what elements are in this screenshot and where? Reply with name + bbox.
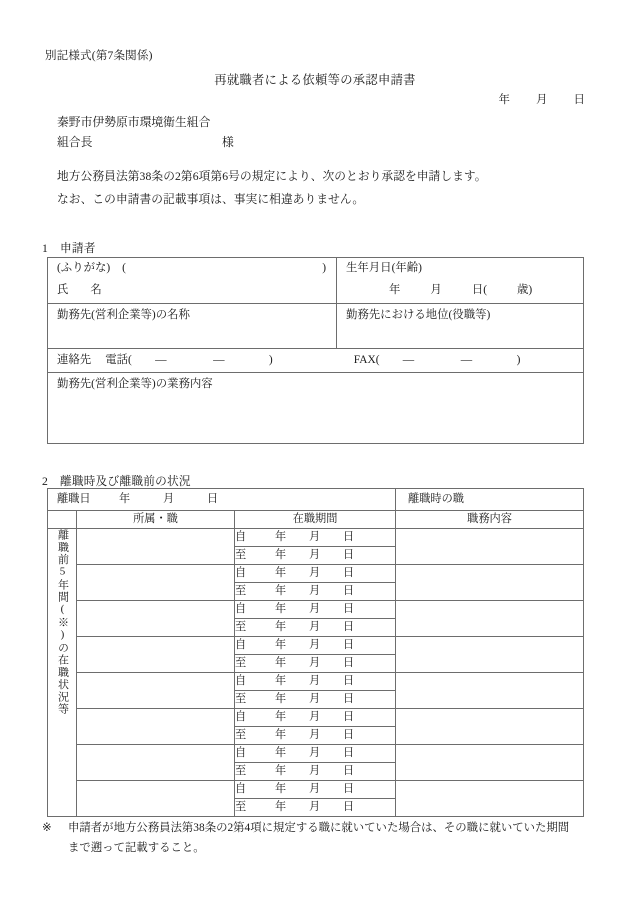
separation-date-label: 離職日 <box>57 493 91 505</box>
period-day-label: 日 <box>343 692 355 705</box>
period-to-label: 至 <box>235 800 247 813</box>
phone-paren-close: ) <box>268 354 273 367</box>
applicant-table <box>47 257 584 444</box>
period-month-label: 月 <box>309 710 321 723</box>
period-month-label: 月 <box>309 764 321 777</box>
duties-input-cell[interactable] <box>396 672 584 708</box>
period-year-label: 年 <box>275 728 287 741</box>
birth-day-label: 日( <box>471 284 487 297</box>
period-month-label: 月 <box>309 656 321 669</box>
addressee-role: 組合長 <box>57 135 93 149</box>
period-from-label: 自 <box>235 746 247 759</box>
section-2-number: 2 <box>42 475 49 488</box>
column-header-duties: 職務内容 <box>396 510 584 528</box>
name-label-part-1: 氏 <box>57 284 69 297</box>
table-row <box>48 373 584 444</box>
section-1-title: 申請者 <box>60 242 96 255</box>
period-day-label: 日 <box>343 764 355 777</box>
period-month-label: 月 <box>309 566 321 579</box>
table-row <box>48 528 584 546</box>
period-year-label: 年 <box>275 692 287 705</box>
business-content-cell[interactable] <box>48 373 584 444</box>
period-day-label: 日 <box>343 638 355 651</box>
date-month-label: 月 <box>536 94 548 106</box>
period-year-label: 年 <box>275 548 287 561</box>
column-header-period: 在職期間 <box>235 510 396 528</box>
intro-line-1: 地方公務員法第38条の2第6項第6号の規定により、次のとおり承認を申請します。 <box>57 170 487 183</box>
period-day-label: 日 <box>343 782 355 795</box>
vertical-label-spacer <box>48 510 77 528</box>
separation-job-cell[interactable] <box>396 489 584 511</box>
table-row <box>48 349 584 373</box>
period-year-label: 年 <box>275 584 287 597</box>
footnote <box>42 819 592 859</box>
phone-dash-1: — <box>155 354 167 367</box>
affiliation-input-cell[interactable] <box>77 708 235 744</box>
period-year-label: 年 <box>275 566 287 579</box>
separation-date-cell[interactable] <box>48 489 396 511</box>
footnote-line-2: まで遡って記載すること。 <box>68 841 205 854</box>
table-row <box>48 600 584 618</box>
period-from-label: 自 <box>235 566 247 579</box>
affiliation-input-cell[interactable] <box>77 744 235 780</box>
furigana-paren-open: ( <box>122 262 126 274</box>
period-year-label: 年 <box>275 674 287 687</box>
period-month-label: 月 <box>309 746 321 759</box>
addressee-honorific: 様 <box>222 135 234 149</box>
business-content-label: 勤務先(営利企業等)の業務内容 <box>57 378 213 391</box>
table-row <box>48 564 584 582</box>
affiliation-input-cell[interactable] <box>77 564 235 600</box>
period-to-label: 至 <box>235 620 247 633</box>
period-to-cell[interactable] <box>235 582 396 600</box>
affiliation-input-cell[interactable] <box>77 528 235 564</box>
period-month-label: 月 <box>309 692 321 705</box>
period-to-cell[interactable] <box>235 798 396 816</box>
fax-dash-1: — <box>402 354 415 367</box>
form-code-label: 別記様式(第7条関係) <box>45 50 153 62</box>
period-to-label: 至 <box>235 548 247 561</box>
period-day-label: 日 <box>343 620 355 633</box>
contact-cell[interactable] <box>48 349 584 373</box>
phone-label: 電話( <box>105 354 132 367</box>
period-from-cell[interactable] <box>235 744 396 762</box>
table-row <box>48 708 584 726</box>
section-2-title: 離職時及び離職前の状況 <box>60 475 191 488</box>
period-year-label: 年 <box>275 782 287 795</box>
birth-year-label: 年 <box>389 284 401 297</box>
period-to-cell[interactable] <box>235 546 396 564</box>
period-day-label: 日 <box>343 548 355 561</box>
period-year-label: 年 <box>275 620 287 633</box>
addressee-organization: 秦野市伊勢原市環境衛生組合 <box>57 115 211 129</box>
birthdate-label-cell <box>337 258 584 280</box>
table-row <box>48 279 584 304</box>
name-label-part-2: 名 <box>90 284 102 297</box>
section-1-number: 1 <box>42 242 49 255</box>
duties-input-cell[interactable] <box>396 600 584 636</box>
period-month-label: 月 <box>309 584 321 597</box>
table-header-row <box>48 510 584 528</box>
table-row <box>48 636 584 654</box>
separation-year-label: 年 <box>119 493 131 505</box>
employer-name-cell[interactable] <box>48 304 337 349</box>
footnote-text-1: 申請者が地方公務員法第38条の2第4項に規定する職に就いていた場合は、その職に就いていた期間 <box>68 822 570 834</box>
period-to-label: 至 <box>235 584 247 597</box>
affiliation-input-cell[interactable] <box>77 780 235 816</box>
fax-label: FAX( <box>353 354 380 367</box>
period-day-label: 日 <box>343 566 355 579</box>
phone-dash-2: — <box>213 354 225 367</box>
period-month-label: 月 <box>309 548 321 561</box>
affiliation-input-cell[interactable] <box>77 600 235 636</box>
employer-name-label: 勤務先(営利企業等)の名称 <box>57 309 190 322</box>
period-day-label: 日 <box>343 602 355 615</box>
period-day-label: 日 <box>343 800 355 813</box>
vertical-section-label: 離職前5年間(※)の在職状況等 <box>56 528 69 715</box>
period-year-label: 年 <box>275 746 287 759</box>
duties-input-cell[interactable] <box>396 636 584 672</box>
table-row <box>48 304 584 349</box>
footnote-line-1 <box>42 819 592 839</box>
period-to-label: 至 <box>235 728 247 741</box>
period-year-label: 年 <box>275 710 287 723</box>
period-day-label: 日 <box>343 584 355 597</box>
period-from-label: 自 <box>235 602 247 615</box>
period-from-label: 自 <box>235 710 247 723</box>
submission-date-line <box>499 92 586 109</box>
affiliation-input-cell[interactable] <box>77 672 235 708</box>
period-to-cell[interactable] <box>235 654 396 672</box>
footnote-mark: ※ <box>42 822 52 834</box>
table-row <box>48 672 584 690</box>
birthdate-label: 生年月日(年齢) <box>346 262 422 274</box>
furigana-paren-close: ) <box>322 262 326 274</box>
period-year-label: 年 <box>275 638 287 651</box>
period-month-label: 月 <box>309 728 321 741</box>
column-header-affiliation: 所属・職 <box>77 510 235 528</box>
separation-status-table <box>47 488 584 817</box>
date-day-label: 日 <box>573 94 585 106</box>
table-row <box>48 744 584 762</box>
period-to-label: 至 <box>235 764 247 777</box>
period-to-label: 至 <box>235 692 247 705</box>
period-to-label: 至 <box>235 656 247 669</box>
birth-age-label: 歳) <box>517 284 533 297</box>
period-from-cell[interactable] <box>235 708 396 726</box>
period-month-label: 月 <box>309 530 321 543</box>
period-month-label: 月 <box>309 602 321 615</box>
fax-paren-close: ) <box>516 354 521 367</box>
period-from-cell[interactable] <box>235 780 396 798</box>
period-year-label: 年 <box>275 800 287 813</box>
period-month-label: 月 <box>309 782 321 795</box>
period-month-label: 月 <box>309 674 321 687</box>
period-year-label: 年 <box>275 764 287 777</box>
period-to-cell[interactable] <box>235 618 396 636</box>
applicant-name-cell[interactable] <box>48 279 337 304</box>
duties-input-cell[interactable] <box>396 528 584 564</box>
period-year-label: 年 <box>275 656 287 669</box>
period-from-cell[interactable] <box>235 600 396 618</box>
birth-month-label: 月 <box>430 284 442 297</box>
separation-month-label: 月 <box>163 493 175 505</box>
period-from-cell[interactable] <box>235 672 396 690</box>
duties-input-cell[interactable] <box>396 564 584 600</box>
document-title: 再就職者による依頼等の承認申請書 <box>214 73 416 87</box>
period-from-cell[interactable] <box>235 636 396 654</box>
duties-input-cell[interactable] <box>396 780 584 816</box>
table-row <box>48 489 584 511</box>
period-to-cell[interactable] <box>235 690 396 708</box>
employer-position-label: 勤務先における地位(役職等) <box>346 309 491 322</box>
birthdate-fields-cell[interactable] <box>337 279 584 304</box>
period-from-cell[interactable] <box>235 564 396 582</box>
period-month-label: 月 <box>309 620 321 633</box>
date-year-label: 年 <box>498 94 510 106</box>
period-day-label: 日 <box>343 530 355 543</box>
duties-input-cell[interactable] <box>396 708 584 744</box>
period-to-cell[interactable] <box>235 762 396 780</box>
table-row <box>48 780 584 798</box>
period-from-label: 自 <box>235 530 247 543</box>
period-from-label: 自 <box>235 782 247 795</box>
section-1-heading <box>42 240 96 258</box>
employer-position-cell[interactable] <box>337 304 584 349</box>
period-to-cell[interactable] <box>235 726 396 744</box>
period-from-label: 自 <box>235 674 247 687</box>
affiliation-input-cell[interactable] <box>77 636 235 672</box>
period-day-label: 日 <box>343 746 355 759</box>
period-day-label: 日 <box>343 728 355 741</box>
furigana-label: (ふりがな) <box>57 262 111 274</box>
period-month-label: 月 <box>309 638 321 651</box>
fax-dash-2: — <box>460 354 473 367</box>
contact-label: 連絡先 <box>57 354 92 367</box>
separation-day-label: 日 <box>207 493 219 505</box>
period-day-label: 日 <box>343 674 355 687</box>
period-from-label: 自 <box>235 638 247 651</box>
intro-line-2: なお、この申請書の記載事項は、事実に相違ありません。 <box>57 193 365 206</box>
period-day-label: 日 <box>343 656 355 669</box>
period-day-label: 日 <box>343 710 355 723</box>
vertical-section-label-cell <box>48 528 77 816</box>
period-from-cell[interactable] <box>235 528 396 546</box>
table-row <box>48 258 584 280</box>
period-month-label: 月 <box>309 800 321 813</box>
period-year-label: 年 <box>275 602 287 615</box>
separation-job-label: 離職時の職 <box>408 493 464 505</box>
furigana-cell[interactable] <box>48 258 337 280</box>
duties-input-cell[interactable] <box>396 744 584 780</box>
period-year-label: 年 <box>275 530 287 543</box>
